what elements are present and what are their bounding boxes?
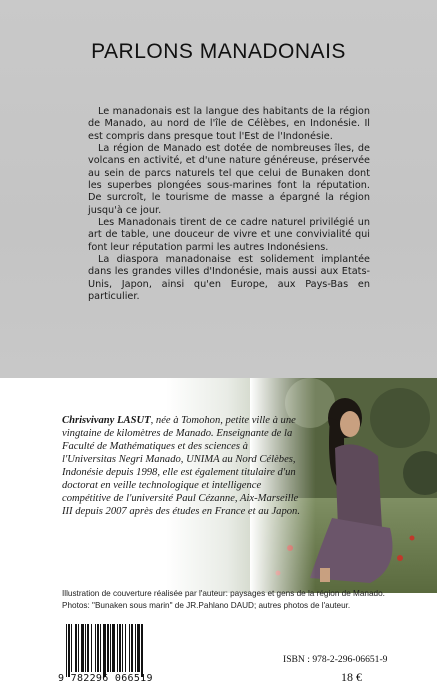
cover-credits: [62, 588, 434, 611]
author-name: Chrisvivany LASUT: [62, 415, 151, 426]
barcode-bar: [135, 624, 136, 672]
barcode-bar: [129, 624, 130, 672]
barcode-bar: [68, 624, 70, 677]
author-bio-text: , née à Tomohon, petite ville à une vingtaine de kilomètres de Manado. Enseignante de la Faculté de Mathématiques et des sciences à l'Universitas Negri Manado, UNIMA au Nord Célèbes, Indonésie depuis 1998, elle est également titulaire d'un doctorat en veille technologique et intelligence compétitive de l'université Paul Cézanne, Aix-Marseille III depuis 2007 après des études en France et au Japon.: [62, 415, 301, 517]
barcode-bar: [112, 624, 115, 672]
barcode-bar: [95, 624, 96, 672]
summary-paragraph-3: Les Manadonais tirent de ce cadre naturel privilégié un art de table, une douceur de vivre et une convivialité qui font leur réputation parmi les autres Indonésiens.: [88, 217, 370, 253]
book-title: PARLONS MANADONAIS: [91, 40, 346, 63]
barcode-bar: [75, 624, 77, 672]
barcode-bar: [81, 624, 84, 672]
barcode-bar: [85, 624, 86, 672]
barcode-bar: [125, 624, 126, 672]
barcode-bar: [117, 624, 118, 672]
illustration-credit: Illustration de couverture réalisée par l'auteur: paysages et gens de la région de Manado.: [62, 589, 385, 598]
barcode-bar: [103, 624, 106, 677]
summary-paragraph-4: La diaspora manadonaise est solidement implantée dans les grandes villes d'Indonésie, mais aussi aux Etats-Unis, Japon, ainsi qu'en Europe, aux Pays-Bas en particulier.: [88, 254, 370, 303]
barcode-digits: 9 782296 066519: [58, 673, 153, 684]
barcode-bar: [71, 624, 72, 672]
barcode-bar: [119, 624, 121, 672]
barcode-bar: [100, 624, 101, 672]
book-summary: [88, 106, 370, 304]
barcode-bar: [137, 624, 140, 672]
summary-paragraph-2: La région de Manado est dotée de nombreuses îles, de volcans en activité, et d'une nature généreuse, préservée au sein de parcs naturels tel que celui de Bunaken dont les superbes plongées sous-marines font la réputation. De surcroît, le tourisme de masse a épargné la région jusqu'à ce jour.: [88, 143, 370, 216]
barcode-bar: [97, 624, 99, 672]
isbn-label: ISBN : 978-2-296-06651-9: [283, 654, 388, 665]
barcode-image: [64, 624, 190, 677]
barcode-bar: [87, 624, 89, 672]
barcode-bar: [107, 624, 109, 672]
barcode-bar: [91, 624, 92, 672]
barcode-bar: [110, 624, 111, 672]
barcode-bar: [78, 624, 79, 672]
barcode-bar: [122, 624, 123, 672]
barcode-bar: [66, 624, 67, 677]
price-label: 18 €: [341, 670, 362, 684]
author-bio: [62, 415, 302, 519]
photo-credit: Photos: "Bunaken sous marin" de JR.Pahlano DAUD; autres photos de l'auteur.: [62, 600, 351, 610]
barcode-bar: [131, 624, 133, 672]
summary-paragraph-1: Le manadonais est la langue des habitants de la région de Manado, au nord de l'île de Célèbes, en Indonésie. Il est compris dans presque tout l'Est de l'Indonésie.: [88, 106, 370, 142]
barcode-bar: [141, 624, 143, 677]
